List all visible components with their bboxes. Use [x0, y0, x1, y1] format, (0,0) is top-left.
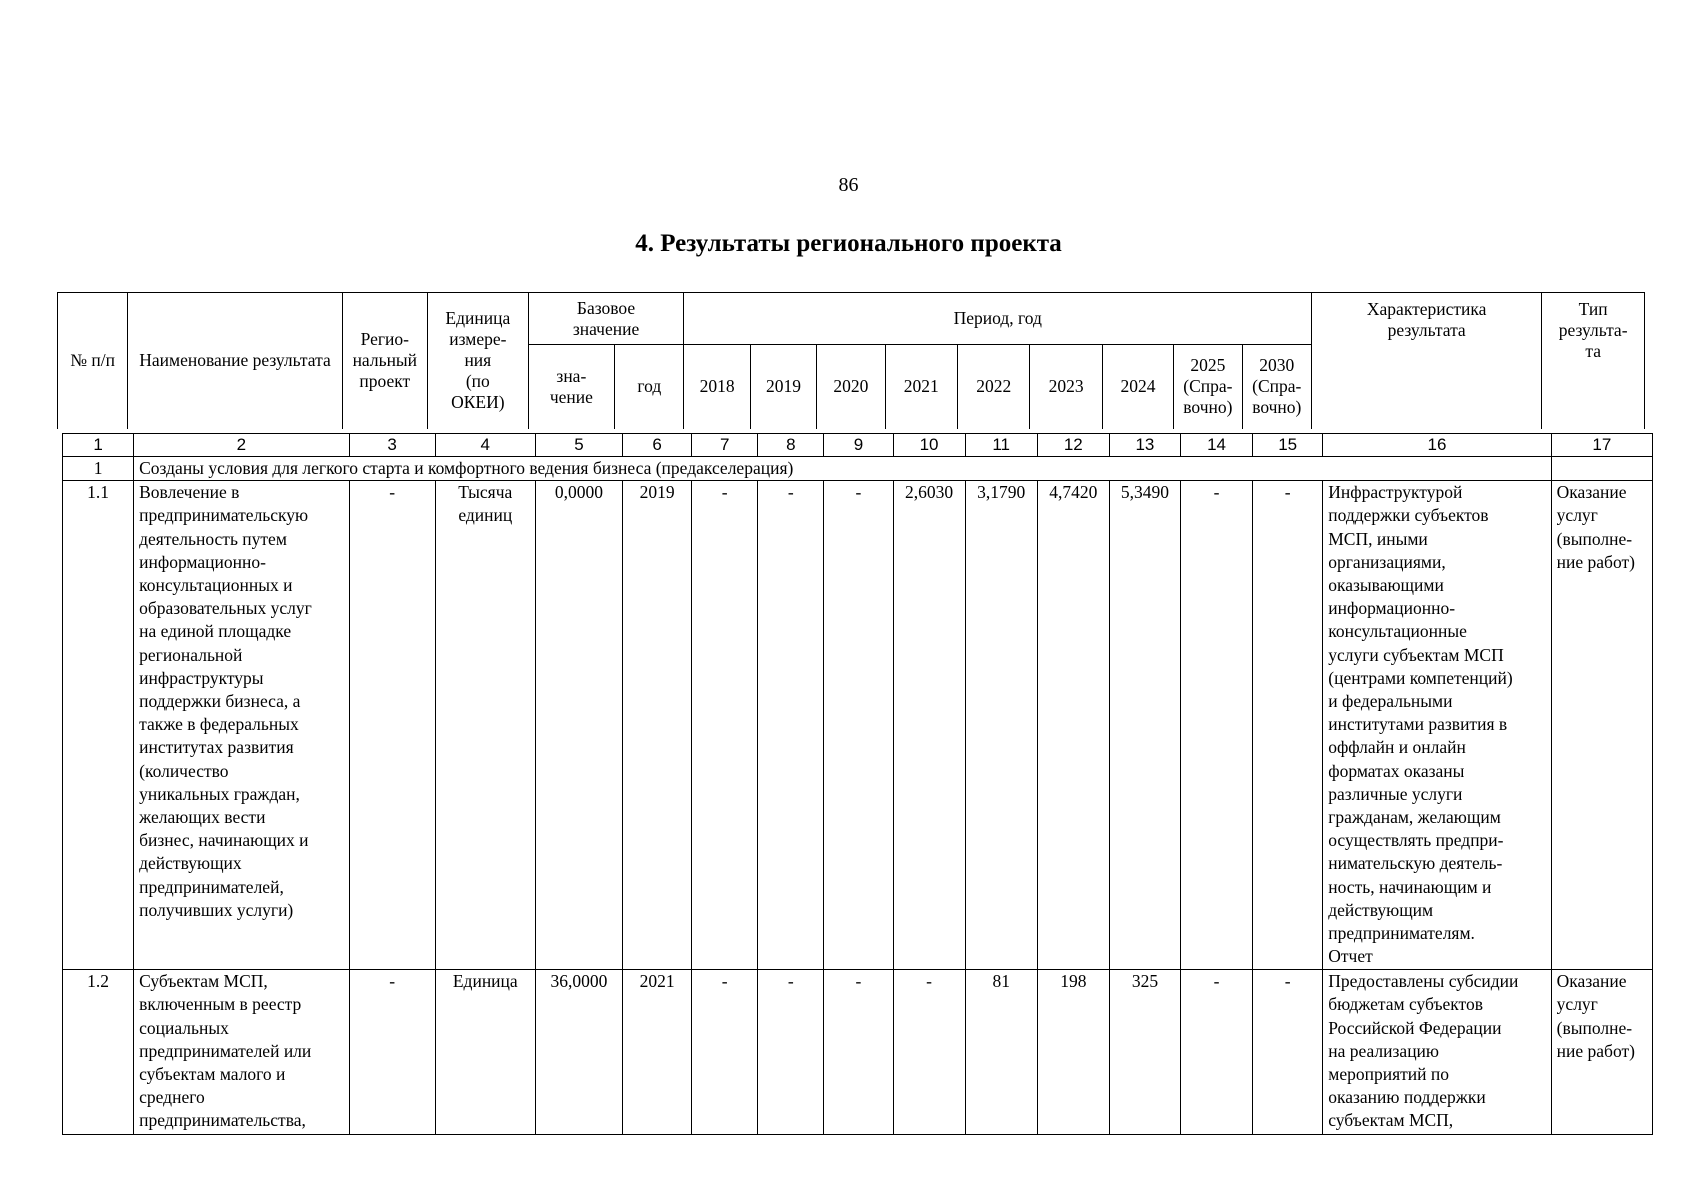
header-base: Базовое значение: [528, 293, 684, 345]
row-value-2030: -: [1253, 970, 1323, 1135]
header-year-2025: 2025 (Спра- вочно): [1174, 345, 1242, 429]
row-type: Оказание услуг (выполне- ние работ): [1551, 481, 1652, 970]
column-number: 14: [1181, 434, 1253, 457]
page-number: 86: [838, 174, 859, 196]
column-number: 6: [623, 434, 692, 457]
column-number: 3: [349, 434, 435, 457]
column-number: 17: [1551, 434, 1652, 457]
row-value-2024: 325: [1109, 970, 1180, 1135]
header-year: 2019: [750, 345, 816, 429]
row-no: 1.2: [63, 970, 134, 1135]
header-regional-project: Регио- нальный проект: [342, 293, 427, 429]
section-title: Созданы условия для легкого старта и комфортного ведения бизнеса (предакселерация): [134, 457, 1552, 481]
header-year-2030: 2030 (Спра- вочно): [1242, 345, 1311, 429]
row-value-2025: -: [1181, 481, 1253, 970]
row-value-2018: -: [692, 970, 758, 1135]
column-number: 12: [1037, 434, 1109, 457]
row-regional-project: -: [349, 481, 435, 970]
row-characteristic: Инфраструктурой поддержки субъектов МСП, иными организациями, оказывающими информационно- консультационные услуги субъектам МСП (центрами компетенций) и федеральными институтами развития в оффлайн и онлайн форматах оказаны различные услуги гражданам, желающим осуществлять предпри- нимательскую деятель- ность, начинающим и действующим предпринимателям. Отчет: [1323, 481, 1551, 970]
column-number: 15: [1253, 434, 1323, 457]
header-year: 2022: [957, 345, 1029, 429]
row-base-value: 36,0000: [535, 970, 622, 1135]
row-name: Вовлечение в предпринимательскую деятельность путем информационно- консультационных и образовательных услуг на единой площадке региональной инфраструктуры поддержки бизнеса, а также в федеральных институтах развития (количество уникальных граждан, желающих вести бизнес, начинающих и действующих предпринимателей, получивших услуги): [134, 481, 349, 970]
header-year: 2024: [1102, 345, 1173, 429]
row-value-2024: 5,3490: [1109, 481, 1180, 970]
section-empty-cell: [1551, 457, 1652, 481]
column-number: 8: [758, 434, 824, 457]
row-type: Оказание услуг (выполне- ние работ): [1551, 970, 1652, 1135]
header-base-year: год: [615, 345, 684, 429]
row-value-2019: -: [758, 970, 824, 1135]
results-table: [62, 433, 1653, 1135]
row-value-2021: 2,6030: [893, 481, 965, 970]
header-year: 2023: [1030, 345, 1102, 429]
row-characteristic: Предоставлены субсидии бюджетам субъектов Российской Федерации на реализацию мероприятий по оказанию поддержки субъектам МСП,: [1323, 970, 1551, 1135]
column-number: 10: [893, 434, 965, 457]
header-no: № п/п: [58, 293, 128, 429]
table-row: [63, 970, 1653, 1135]
column-number: 5: [535, 434, 622, 457]
results-table-header: [57, 292, 1645, 429]
header-type: Тип результа- та: [1542, 293, 1645, 429]
header-base-value: зна- чение: [528, 345, 614, 429]
row-value-2023: 198: [1037, 970, 1109, 1135]
row-base-value: 0,0000: [535, 481, 622, 970]
column-number: 7: [692, 434, 758, 457]
table-row: [63, 481, 1653, 970]
column-number: 11: [965, 434, 1037, 457]
header-year: 2021: [885, 345, 957, 429]
row-value-2018: -: [692, 481, 758, 970]
row-name: Субъектам МСП, включенным в реестр социальных предпринимателей или субъектам малого и среднего предпринимательства,: [134, 970, 349, 1135]
page-title: 4. Результаты регионального проекта: [635, 230, 1062, 257]
column-number: 9: [824, 434, 893, 457]
row-unit: Тысяча единиц: [435, 481, 535, 970]
row-value-2023: 4,7420: [1037, 481, 1109, 970]
header-characteristic: Характеристика результата: [1312, 293, 1542, 429]
column-number: 1: [63, 434, 134, 457]
row-value-2021: -: [893, 970, 965, 1135]
row-base-year: 2019: [623, 481, 692, 970]
row-no: 1.1: [63, 481, 134, 970]
header-unit: Единица измере- ния (по ОКЕИ): [428, 293, 529, 429]
row-value-2030: -: [1253, 481, 1323, 970]
row-base-year: 2021: [623, 970, 692, 1135]
row-value-2019: -: [758, 481, 824, 970]
row-value-2020: -: [824, 481, 893, 970]
row-value-2020: -: [824, 970, 893, 1135]
header-period: Период, год: [684, 293, 1312, 345]
row-unit: Единица: [435, 970, 535, 1135]
row-value-2025: -: [1181, 970, 1253, 1135]
row-value-2022: 3,1790: [965, 481, 1037, 970]
column-number: 2: [134, 434, 349, 457]
column-number: 16: [1323, 434, 1551, 457]
header-year: 2020: [817, 345, 885, 429]
column-number: 13: [1109, 434, 1180, 457]
section-row: [63, 457, 1653, 481]
header-name: Наименование результата: [128, 293, 342, 429]
column-number: 4: [435, 434, 535, 457]
row-regional-project: -: [349, 970, 435, 1135]
section-no: 1: [63, 457, 134, 481]
row-value-2022: 81: [965, 970, 1037, 1135]
header-year: 2018: [684, 345, 750, 429]
